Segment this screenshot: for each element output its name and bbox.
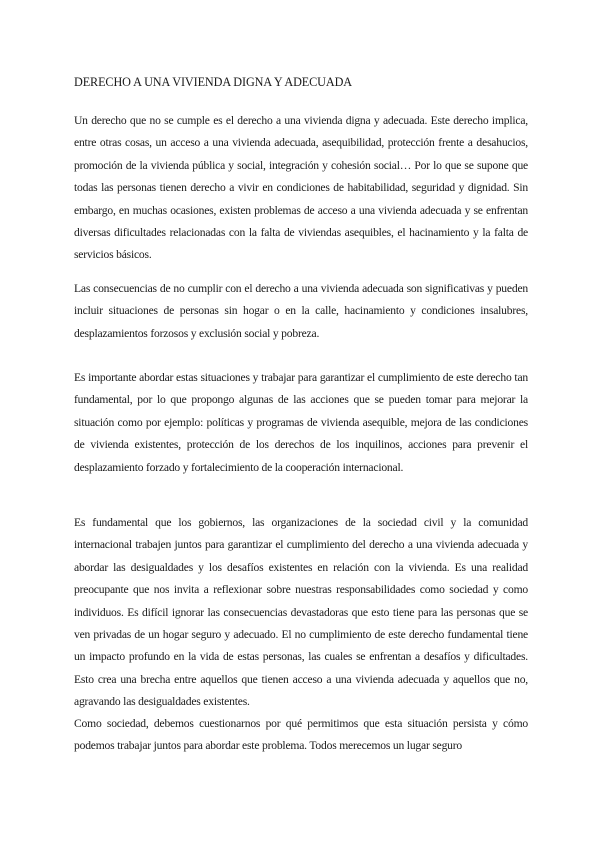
document-title: DERECHO A UNA VIVIENDA DIGNA Y ADECUADA <box>74 75 352 89</box>
paragraph-actions: Es importante abordar estas situaciones y trabajar para garantizar el cumplimiento de este derecho tan fundamental, por lo que propongo algunas de las acciones que se pueden tomar para mejorar la situación como por ejemplo: políticas y programas de vivienda asequible, mejora de las condiciones de vivienda existentes, protección de los derechos de los inquilinos, acciones para prevenir el desplazamiento forzado y fortalecimiento de la cooperación internacional. <box>74 371 528 474</box>
paragraph-consequences: Las consecuencias de no cumplir con el derecho a una vivienda adecuada son significativas y pueden incluir situaciones de personas sin hogar o en la calle, hacinamiento y condiciones insalubres, desplazamientos forzosos y exclusión social y pobreza. <box>74 282 528 340</box>
paragraph-collaboration: Es fundamental que los gobiernos, las organizaciones de la sociedad civil y la comunidad internacional trabajen juntos para garantizar el cumplimiento del derecho a una vivienda adecuada y abordar las desigualdades y los desafíos existentes en relación con la vivienda. Es una realidad preocupante que nos invita a reflexionar sobre nuestras responsabilidades como sociedad y como individuos. Es difícil ignorar las consecuencias devastadoras que esto tiene para las personas que se ven privadas de un hogar seguro y adecuado. El no cumplimiento de este derecho fundamental tiene un impacto profundo en la vida de estas personas, las cuales se enfrentan a desafíos y dificultades. Esto crea una brecha entre aquellos que tienen acceso a una vivienda adecuada y aquellos que no, agravando las desigualdades existentes. <box>74 516 528 709</box>
paragraph-society: Como sociedad, debemos cuestionarnos por qué permitimos que esta situación persista y cómo podemos trabajar juntos para abordar este problema. Todos merecemos un lugar seguro <box>74 717 528 753</box>
paragraph-intro: Un derecho que no se cumple es el derecho a una vivienda digna y adecuada. Este derecho implica, entre otras cosas, un acceso a una vivienda adecuada, asequibilidad, protección frente a desahucios, promoción de la vivienda pública y social, integración y cohesión social… Por lo que se supone que todas las personas tienen derecho a vivir en condiciones de habitabilidad, seguridad y dignidad. Sin embargo, en muchas ocasiones, existen problemas de acceso a una vivienda adecuada y se enfrentan diversas dificultades relacionadas con la falta de viviendas asequibles, el hacinamiento y la falta de servicios básicos. <box>74 114 528 262</box>
